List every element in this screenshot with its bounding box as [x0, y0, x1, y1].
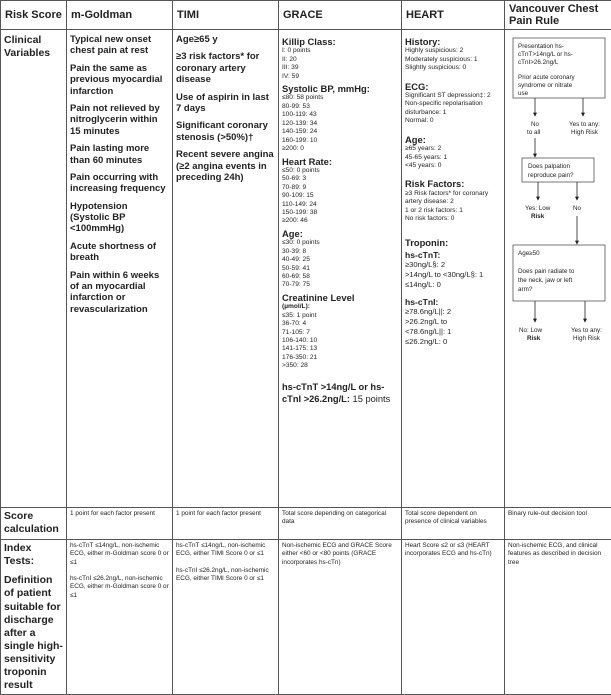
- grace-variables: [279, 30, 402, 508]
- label-no-low: No: Low: [519, 327, 543, 334]
- heart-hs-ctnt-title: hs-cTnT:: [405, 250, 501, 260]
- timi-item: Recent severe angina (≥2 angina events in preceding 24h): [176, 149, 275, 183]
- score-calc-grace: Total score depending on categorical data: [279, 508, 402, 540]
- label-yes-low: Yes: Low: [525, 205, 551, 212]
- grace-creatinine-unit: (µmol/L):: [282, 303, 398, 311]
- index-timi-tnt: hs-cTnT ≤14ng/L, non-ischemic ECG, either TIMI Score 0 or ≤1: [176, 542, 275, 559]
- clinical-variables-row: [1, 30, 611, 508]
- mgoldman-item: Hypotension (Systolic BP <100mmHg): [70, 201, 169, 235]
- heart-variables: [402, 30, 505, 508]
- row-label-score-calc: Score calculation: [1, 508, 67, 540]
- grace-age-item: 40-49: 25: [282, 256, 398, 264]
- grace-sbp-item: 80-99: 53: [282, 103, 398, 111]
- mgoldman-item: Pain occurring with increasing frequency: [70, 172, 169, 195]
- index-grace: Non-ischemic ECG and GRACE Score either <60 or <80 points (GRACE incorporates hs-cTn): [279, 540, 402, 695]
- header-risk-score: Risk Score: [1, 1, 67, 30]
- heart-risk-factor-item: No risk factors: 0: [405, 215, 501, 223]
- index-tests-label: Index Tests:: [4, 542, 63, 568]
- heart-age-item: <45 years: 0: [405, 162, 501, 170]
- grace-age-item: 60-69: 58: [282, 273, 398, 281]
- mgoldman-item: Pain lasting more than 60 minutes: [70, 143, 169, 166]
- label-yes-to-any-2: Yes to any:: [571, 327, 602, 334]
- vancouver-flowchart: [505, 30, 611, 370]
- grace-sbp-item: ≤80: 58 points: [282, 94, 398, 102]
- vancouver-flowchart-cell: [505, 30, 611, 508]
- grace-killip-title: Killip Class:: [282, 37, 398, 47]
- index-vancouver: Non-ischemic ECG, and clinical features as described in decision tree: [505, 540, 611, 695]
- heart-ecg-item: Normal: 0: [405, 117, 501, 125]
- heart-history-item: Slightly suspicious: 0: [405, 64, 501, 72]
- label-no-2: No: [573, 205, 582, 212]
- grace-creatinine-title: Creatinine Level: [282, 293, 398, 303]
- vancouver-box3-line: Does pain radiate to: [518, 268, 575, 275]
- heart-tni-item: ≤26.2ng/L: 0: [405, 337, 501, 347]
- vancouver-box1-line: cTnT>14ng/L or hs-: [518, 51, 573, 58]
- heart-troponin-title: Troponin:: [405, 238, 501, 248]
- grace-killip-item: I: 0 points: [282, 47, 398, 55]
- index-mgoldman-tnt: hs-cTnT ≤14ng/L, non-ischemic ECG, either m-Goldman score 0 or ≤1: [70, 542, 169, 567]
- vancouver-box1-line: use: [518, 90, 529, 97]
- grace-hr-item: 110-149: 24: [282, 201, 398, 209]
- grace-sbp-title: Systolic BP, mmHg:: [282, 84, 398, 94]
- heart-risk-factors-title: Risk Factors:: [405, 179, 501, 189]
- heart-ecg-item: Significant ST depression‡: 2: [405, 92, 501, 100]
- grace-sbp-item: 100-119: 43: [282, 111, 398, 119]
- vancouver-box2-line: Does palpation: [528, 163, 571, 170]
- grace-creatinine-item: 71-105: 7: [282, 329, 398, 337]
- heart-tni-item: <78.6ng/L||: 1: [405, 327, 501, 337]
- timi-variables: [173, 30, 279, 508]
- heart-age-item: ≥65 years: 2: [405, 145, 501, 153]
- grace-creatinine-item: 176-350: 21: [282, 354, 398, 362]
- grace-killip-item: II: 20: [282, 56, 398, 64]
- vancouver-box3-line: Age≥50: [518, 250, 540, 257]
- timi-item: Age≥65 y: [176, 34, 275, 45]
- header-grace: GRACE: [279, 1, 402, 30]
- grace-creatinine-item: ≤35: 1 point: [282, 312, 398, 320]
- index-m-goldman: [67, 540, 173, 695]
- label-yes-low-risk: [525, 205, 551, 212]
- label-high-risk: High Risk: [571, 129, 599, 136]
- header-vancouver: Vancouver Chest Pain Rule: [505, 1, 611, 30]
- grace-hr-item: 90-109: 15: [282, 192, 398, 200]
- score-calc-timi: 1 point for each factor present: [173, 508, 279, 540]
- score-calc-m-goldman: 1 point for each factor present: [67, 508, 173, 540]
- heart-age-item: 45-65 years: 1: [405, 154, 501, 162]
- grace-hr-item: ≤50: 0 points: [282, 167, 398, 175]
- heart-tnt-item: >14ng/L to <30ng/L§: 1: [405, 270, 501, 280]
- grace-sbp-item: ≥200: 0: [282, 145, 398, 153]
- mgoldman-item: Pain the same as previous myocardial infarction: [70, 63, 169, 97]
- heart-tnt-item: ≤14ng/L: 0: [405, 280, 501, 290]
- vancouver-box2-line: reproduce pain?: [528, 172, 574, 179]
- timi-item: Significant coronary stenosis (>50%)†: [176, 120, 275, 143]
- grace-killip-item: IV: 59: [282, 73, 398, 81]
- grace-hr-item: 50-69: 3: [282, 175, 398, 183]
- heart-risk-factor-item: 1 or 2 risk factors: 1: [405, 207, 501, 215]
- label-risk-2: Risk: [527, 335, 541, 342]
- index-tests-row: [1, 540, 611, 695]
- label-no: No: [531, 121, 540, 128]
- heart-hs-ctni-title: hs-cTnI:: [405, 297, 501, 307]
- heart-history-item: Moderately suspicious: 1: [405, 56, 501, 64]
- grace-creatinine-item: >350: 28: [282, 362, 398, 370]
- timi-item: ≥3 risk factors* for coronary artery disease: [176, 51, 275, 85]
- index-heart: Heart Score ≤2 or ≤3 (HEART incorporates ECG and hs-cTn): [402, 540, 505, 695]
- label-high-risk-2: High Risk: [573, 335, 601, 342]
- timi-item: Use of aspirin in last 7 days: [176, 92, 275, 115]
- vancouver-box3-line: the neck, jaw or left: [518, 277, 572, 284]
- score-calc-vancouver: Binary rule-out decision tool: [505, 508, 611, 540]
- grace-creatinine-item: 36-70: 4: [282, 320, 398, 328]
- label-no-low-risk: [519, 327, 543, 334]
- heart-ecg-item: Non-specific repolarisation disturbance: 1: [405, 100, 501, 117]
- grace-age-item: ≤30: 0 points: [282, 239, 398, 247]
- vancouver-box1-line: cTnI>26.2ng/L: [518, 59, 559, 66]
- label-to-all: to all: [527, 129, 540, 136]
- grace-hr-title: Heart Rate:: [282, 157, 398, 167]
- grace-troponin-points: 15 points: [350, 394, 390, 404]
- grace-age-item: 50-59: 41: [282, 265, 398, 273]
- mgoldman-item: Pain not relieved by nitroglycerin within 15 minutes: [70, 103, 169, 137]
- mgoldman-item: Acute shortness of breath: [70, 241, 169, 264]
- grace-creatinine-item: 141-175: 13: [282, 345, 398, 353]
- label-risk: Risk: [531, 213, 545, 220]
- heart-tni-item: >26.2ng/L to: [405, 317, 501, 327]
- grace-sbp-item: 160-199: 10: [282, 137, 398, 145]
- header-heart: HEART: [402, 1, 505, 30]
- grace-hr-item: 70-89: 9: [282, 184, 398, 192]
- grace-sbp-item: 140-159: 24: [282, 128, 398, 136]
- index-mgoldman-tni: hs-cTnI ≤26.2ng/L, non-ischemic ECG, either m-Goldman score 0 or ≤1: [70, 575, 169, 600]
- score-calc-heart: Total score dependent on presence of clinical variables: [402, 508, 505, 540]
- heart-ecg-title: ECG:: [405, 82, 501, 92]
- mgoldman-item: Pain within 6 weeks of an myocardial infarction or revascularization: [70, 270, 169, 316]
- grace-hr-item: ≥200: 46: [282, 217, 398, 225]
- score-calculation-row: [1, 508, 611, 540]
- grace-creatinine-item: 106-140: 10: [282, 337, 398, 345]
- grace-sbp-item: 120-139: 34: [282, 120, 398, 128]
- vancouver-box1-line: Presentation hs-: [518, 43, 564, 50]
- grace-hr-item: 150-199: 38: [282, 209, 398, 217]
- heart-age-title: Age:: [405, 135, 501, 145]
- row-label-clinical: Clinical Variables: [1, 30, 67, 508]
- grace-troponin-threshold: hs-cTnT >14ng/L or hs-cTnI >26.2ng/L:: [282, 382, 384, 404]
- index-timi: [173, 540, 279, 695]
- vancouver-box3-line: arm?: [518, 286, 533, 293]
- grace-age-title: Age:: [282, 229, 398, 239]
- heart-tni-item: ≥78.6ng/L||: 2: [405, 307, 501, 317]
- header-row: [1, 1, 611, 30]
- row-label-index: [1, 540, 67, 695]
- header-m-goldman: m-Goldman: [67, 1, 173, 30]
- grace-killip-item: III: 39: [282, 64, 398, 72]
- heart-history-item: Highly suspicious: 2: [405, 47, 501, 55]
- header-timi: TIMI: [173, 1, 279, 30]
- vancouver-box1-line: syndrome or nitrate: [518, 82, 573, 89]
- grace-age-item: 70-79: 75: [282, 281, 398, 289]
- vancouver-box1-line: Prior acute coronary: [518, 74, 576, 81]
- grace-age-item: 30-39: 8: [282, 248, 398, 256]
- mgoldman-item: Typical new onset chest pain at rest: [70, 34, 169, 57]
- label-yes-to-any: Yes to any:: [569, 121, 600, 128]
- m-goldman-variables: [67, 30, 173, 508]
- grace-troponin: [282, 381, 398, 405]
- heart-tnt-item: ≥30ng/L§: 2: [405, 260, 501, 270]
- index-timi-tni: hs-cTnI ≤26.2ng/L, non-ischemic ECG, either TIMI Score 0 or ≤1: [176, 567, 275, 584]
- heart-risk-factor-item: ≥3 Risk factors* for coronary artery disease: 2: [405, 190, 501, 207]
- heart-history-title: History:: [405, 37, 501, 47]
- definition-label: Definition of patient suitable for discharge after a single high-sensitivity troponin result: [4, 574, 63, 692]
